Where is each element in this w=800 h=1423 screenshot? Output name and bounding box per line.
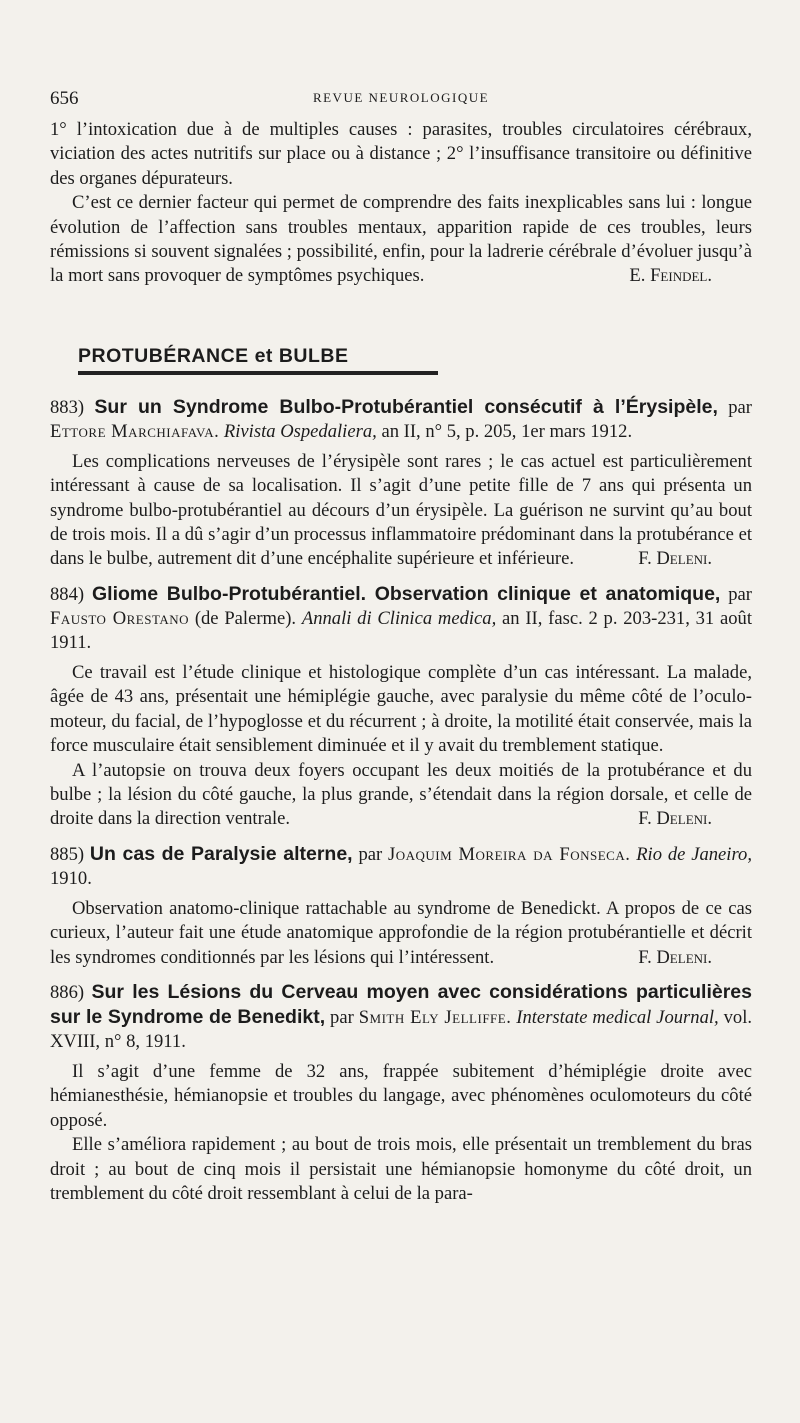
- entry-title: Gliome Bulbo-Protubérantiel. Observation clinique et anatomique,: [91, 582, 721, 605]
- entry-par: par: [330, 1006, 354, 1028]
- entry-heading: [50, 582, 752, 655]
- entry-number: 885): [50, 843, 85, 865]
- entry-signature: F. Deleni.: [638, 548, 712, 570]
- entry-author: Smith Ely Jelliffe.: [358, 1006, 512, 1028]
- section-rule: [78, 371, 438, 375]
- abstract-entry-885: [50, 842, 752, 970]
- intro-paragraph-2-text: C’est ce dernier facteur qui permet de comprendre des faits inexplicables sans lui : longue évolution de l’affection sans troubles mentaux, apparition rapide de ces troubles, leurs rémissions si souvent signalées ; possibilité, enfin, pour la ladrerie cérébrale d’évoluer jusqu’à la mort sans provoquer de symptômes psychiques.: [50, 192, 752, 287]
- entry-journal: Annali di Clinica medica,: [301, 607, 497, 629]
- entry-heading: [50, 395, 752, 444]
- entry-journal: Interstate medical Journal,: [516, 1006, 719, 1028]
- entry-number: 884): [50, 583, 85, 605]
- entry-title: Sur un Syndrome Bulbo-Protubérantiel consécutif à l’Érysipèle,: [94, 395, 718, 418]
- entry-paragraph: [50, 759, 752, 832]
- entry-reference: an II, n° 5, p. 205, 1er mars 1912.: [381, 420, 633, 442]
- entry-body: [50, 661, 752, 832]
- entry-reference: vol. XVIII, n° 8, 1911.: [50, 1006, 753, 1052]
- intro-paragraph-2: [50, 191, 752, 289]
- entry-author: Fausto Orestano: [50, 607, 190, 629]
- running-title: REVUE NEUROLOGIQUE: [312, 90, 490, 105]
- entry-number: 883): [50, 396, 85, 418]
- running-header: [50, 88, 752, 118]
- section-heading-block: [78, 345, 438, 375]
- entry-journal: Rio de Janeiro,: [636, 843, 752, 865]
- entry-paragraph: Il s’agit d’une femme de 32 ans, frappée subitement d’hémiplégie droite avec hémianesthésie, hémianopsie et troubles du langage, avec phénomènes oculomoteurs du côté opposé.: [50, 1060, 752, 1131]
- entry-par: par: [358, 843, 383, 865]
- page-number: 656: [50, 88, 79, 109]
- abstract-entry-884: [50, 582, 752, 832]
- entry-paragraph: Ce travail est l’étude clinique et histologique complète d’un cas intéressant. La malade, âgée de 43 ans, présentait une hémiplégie gauche, avec paralysie du même côté de l’oculo-moteur, du facial, de l’hypoglosse et du récurrent ; à droite, la motilité était conservée, mais la force musculaire était sensiblement diminuée et il y avait du tremblement statique.: [50, 661, 752, 757]
- entry-number: 886): [50, 981, 85, 1003]
- entry-body: [50, 450, 752, 572]
- entry-heading: [50, 842, 752, 891]
- entry-title: Un cas de Paralysie alterne,: [89, 842, 353, 865]
- entry-paragraph: [50, 450, 752, 572]
- entry-title: Sur les Lésions du Cerveau moyen avec considérations particulières sur le Syndrome de Benedikt,: [50, 980, 752, 1028]
- entry-signature: F. Deleni.: [638, 946, 712, 968]
- entry-body: [50, 1060, 752, 1206]
- entry-paragraph-text: Les complications nerveuses de l’érysipèle sont rares ; le cas actuel est particulièrement intéressant à cause de sa localisation. Il s’agit d’une petite fille de 7 ans qui présenta un syndrome bulbo-protubérantiel au décours d’un érysipèle. La guérison ne survint qu’au bout de trois mois. Il a dû s’agir d’un processus inflammatoire prédominant dans la protubérance et dans le bulbe, autrement dit d’une encéphalite supérieure et inférieure.: [50, 450, 752, 570]
- entry-signature: F. Deleni.: [638, 808, 712, 830]
- intro-signature: E. Feindel.: [629, 265, 712, 287]
- section-title: PROTUBÉRANCE et BULBE: [78, 344, 349, 367]
- intro-paragraph-1: 1° l’intoxication due à de multiples causes : parasites, troubles circulatoires cérébraux, viciation des actes nutritifs sur place ou à distance ; 2° l’insuffisance transitoire ou définitive des organes dépurateurs.: [50, 119, 752, 189]
- entry-heading: [50, 980, 752, 1054]
- entry-author: Ettore Marchiafava.: [50, 420, 220, 442]
- entry-par: par: [728, 396, 752, 418]
- entry-paragraph-text: Observation anatomo-clinique rattachable au syndrome de Benedickt. A propos de ce cas curieux, l’auteur fait une étude anatomique approfondie de la région protubérantielle et décrit les syndromes conditionnés par les lésions qui l’intéressent.: [50, 897, 752, 968]
- abstract-entry-883: [50, 395, 752, 572]
- abstract-entry-886: [50, 980, 752, 1206]
- entry-par: par: [728, 583, 752, 605]
- entry-place: (de Palerme).: [194, 607, 297, 629]
- entry-paragraph: [50, 897, 752, 970]
- entry-paragraph-text: A l’autopsie on trouva deux foyers occupant les deux moitiés de la protubérance et du bulbe ; la lésion du côté gauche, la plus grande, s’étendait dans la région dorsale, et celle de droite dans la direction ventrale.: [50, 759, 752, 830]
- entry-journal: Rivista Ospedaliera,: [223, 420, 377, 442]
- entry-reference: an II, fasc. 2 p. 203-231, 31 août 1911.: [50, 607, 752, 653]
- entry-paragraph: Elle s’améliora rapidement ; au bout de trois mois, elle présentait un tremblement du bras droit ; au bout de cinq mois il persistait une hémianopsie homonyme du côté droit, un tremblement du côté droit ressemblant à celui de la para-: [50, 1134, 752, 1204]
- entry-author: Joaquim Moreira da Fonseca.: [388, 843, 631, 865]
- entry-reference: 1910.: [50, 867, 92, 889]
- entry-body: [50, 897, 752, 970]
